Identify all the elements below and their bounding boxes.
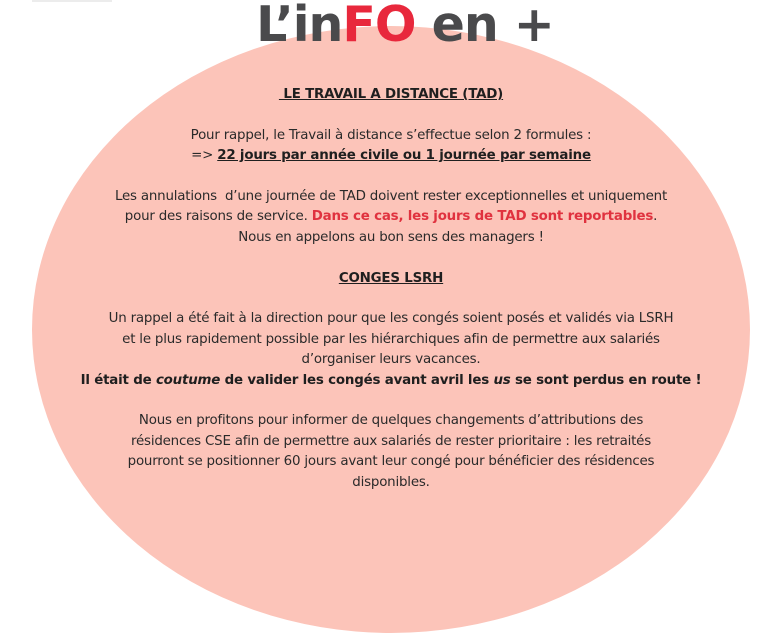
tad-formula-prefix: => — [191, 148, 218, 164]
residences-line-4: disponibles. — [352, 474, 430, 490]
tad-formula: 22 jours par année civile ou 1 journée par semaine — [217, 148, 591, 164]
section-conges-heading — [80, 269, 702, 289]
custom-part-3: se sont perdus en route ! — [510, 372, 702, 388]
conges-line-2: et le plus rapidement possible par les hiérarchiques afin de permettre aux salariés — [122, 331, 660, 347]
tad-cancellation-line-2 — [80, 207, 702, 227]
conges-custom-statement — [80, 371, 702, 391]
residences-line-1: Nous en profitons pour informer de quelques changements d’attributions des — [138, 413, 644, 429]
tad-formula-line — [80, 146, 702, 166]
section-tad-heading — [80, 85, 702, 105]
title-accent-fo: FO — [342, 0, 416, 53]
custom-part-1: Il était de — [80, 372, 156, 388]
spacer — [80, 105, 702, 125]
tad-managers-line: Nous en appelons au bon sens des managers ! — [238, 229, 544, 245]
conges-line-3: d’organiser leurs vacances. — [301, 352, 481, 368]
spacer — [80, 289, 702, 309]
custom-italic-us: us — [493, 372, 511, 388]
spacer — [80, 248, 702, 268]
tad-intro: Pour rappel, le Travail à distance s’effectue selon 2 formules : — [190, 127, 592, 143]
residences-line-2: résidences CSE afin de permettre aux salariés de rester prioritaire : les retraités — [131, 433, 651, 449]
tad-cancellation-start: pour des raisons de service. — [124, 209, 312, 225]
title-prefix: L’in — [256, 0, 343, 53]
tad-cancellation-line-1: Les annulations d’une journée de TAD doivent rester exceptionnelles et uniquement — [114, 189, 667, 204]
title-suffix: en + — [415, 0, 554, 53]
spacer — [80, 391, 702, 411]
conges-line-1: Un rappel a été fait à la direction pour que les congés soient posés et validés via LSRH — [108, 311, 674, 327]
tad-heading-text: LE TRAVAIL A DISTANCE (TAD) — [278, 87, 504, 102]
tad-cancellation-end: . — [653, 209, 658, 225]
newsletter-title — [0, 0, 762, 56]
spacer — [80, 167, 702, 187]
tad-reportable-highlight: Dans ce cas, les jours de TAD sont reportables — [311, 209, 654, 225]
custom-italic-coutume: coutume — [155, 372, 221, 388]
custom-part-2: de valider les congés avant avril les — [220, 372, 494, 388]
conges-heading-text: CONGES LSRH — [338, 270, 444, 286]
newsletter-content — [80, 85, 702, 493]
residences-line-3: pourront se positionner 60 jours avant leur congé pour bénéficier des résidences — [127, 454, 655, 470]
